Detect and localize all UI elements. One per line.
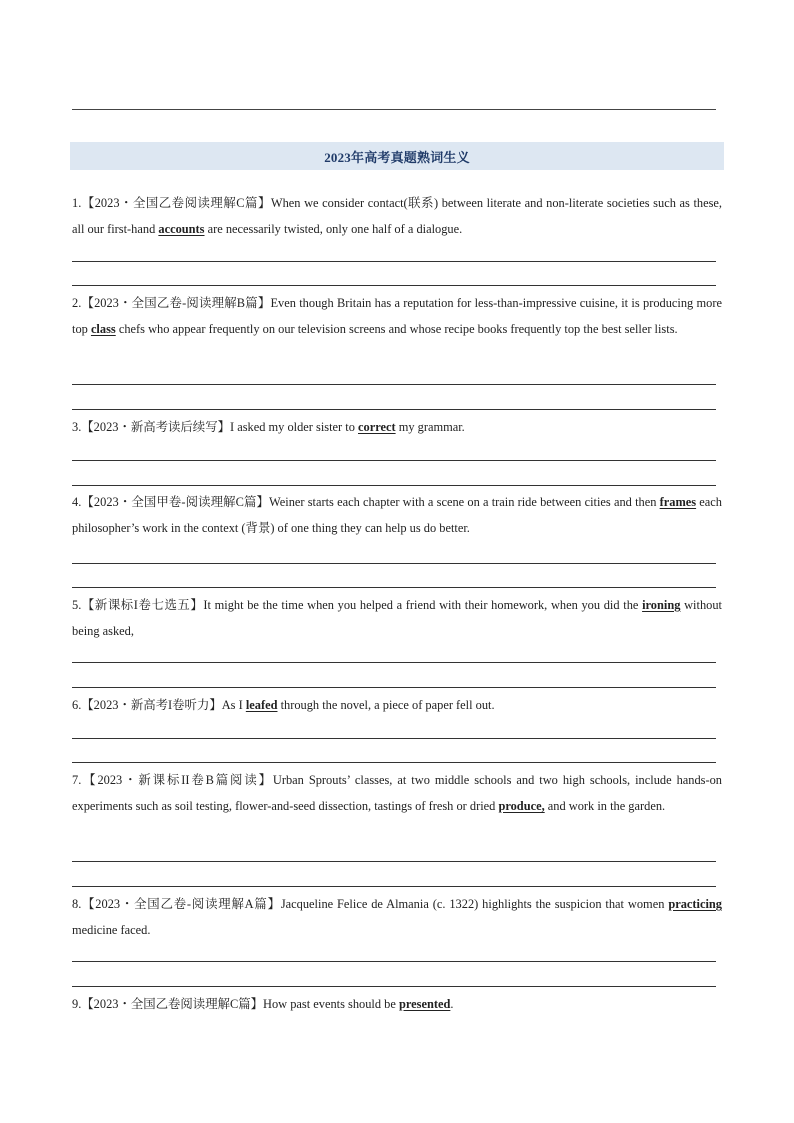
item-text-before: Urban Sprouts’ classes, at two middle schools and two high schools, include hands-on experiments such as soil testing, flower-and-seed dissection, tastings of fresh or dried (72, 773, 722, 813)
item-source: 【2023・新高考I卷听力】 (81, 698, 222, 712)
answer-line[interactable] (72, 587, 716, 588)
answer-line[interactable] (72, 662, 716, 663)
item-number: 2. (72, 296, 82, 310)
answer-line[interactable] (72, 261, 716, 262)
header-rule (72, 109, 716, 110)
keyword: correct (358, 420, 396, 434)
question-item-3 (72, 414, 722, 440)
item-text-after: my grammar. (395, 420, 465, 434)
keyword: accounts (158, 222, 205, 236)
item-number: 3. (72, 420, 82, 434)
item-text-before: How past events should be (263, 997, 399, 1011)
item-text-before: Even though Britain has a reputation for less-than-impressive cuisine, it is producing more top (72, 296, 723, 336)
answer-line[interactable] (72, 285, 716, 286)
item-text-before: Weiner starts each chapter with a scene on a train ride between cities and then (269, 495, 660, 509)
title-banner (70, 142, 724, 170)
item-text-after: . (450, 997, 454, 1011)
answer-line[interactable] (72, 460, 716, 461)
item-number: 4. (72, 495, 82, 509)
item-number: 8. (72, 897, 82, 911)
item-text-after: each philosopher’s work in the context (背景) of one thing they can help us do better. (72, 495, 723, 535)
answer-line[interactable] (72, 986, 716, 987)
item-text-after: are necessarily twisted, only one half of a dialogue. (204, 222, 463, 236)
question-item-7 (72, 767, 722, 819)
item-number: 1. (72, 196, 82, 210)
answer-line[interactable] (72, 886, 716, 887)
item-source: 【2023・全国乙卷-阅读理解B篇】 (81, 296, 271, 310)
item-text-before: As I (221, 698, 246, 712)
item-text-after: chefs who appear frequently on our television screens and whose recipe books frequently top the best seller lists. (115, 322, 678, 336)
item-source: 【新课标I卷七选五】 (81, 598, 204, 612)
item-text-before: When we consider contact(联系) between literate and non-literate societies such as these, all our first-hand (72, 196, 723, 236)
item-number: 9. (72, 997, 82, 1011)
question-item-6 (72, 692, 722, 718)
question-item-5 (72, 592, 722, 644)
answer-line[interactable] (72, 961, 716, 962)
keyword: practicing (668, 897, 722, 911)
answer-line[interactable] (72, 409, 716, 410)
item-number: 6. (72, 698, 82, 712)
item-source: 【2023・新课标II卷B篇阅读】 (81, 773, 273, 787)
answer-line[interactable] (72, 485, 716, 486)
keyword: frames (659, 495, 697, 509)
item-number: 5. (72, 598, 82, 612)
question-item-9 (72, 991, 722, 1017)
item-text-after: without being asked, (72, 598, 722, 638)
item-text-before: I asked my older sister to (229, 420, 358, 434)
item-text-after: medicine faced. (72, 923, 151, 937)
page-title: 2023年高考真题熟词生义 (324, 149, 470, 165)
answer-line[interactable] (72, 762, 716, 763)
item-source: 【2023・全国乙卷-阅读理解A篇】 (81, 897, 281, 911)
keyword: class (90, 322, 116, 336)
item-source: 【2023・全国甲卷-阅读理解C篇】 (81, 495, 270, 509)
item-number: 7. (72, 773, 82, 787)
keyword: ironing (642, 598, 681, 612)
item-text-before: Jacqueline Felice de Almania (c. 1322) highlights the suspicion that women (280, 897, 669, 911)
item-text-after: through the novel, a piece of paper fell out. (277, 698, 495, 712)
item-source: 【2023・全国乙卷阅读理解C篇】 (81, 997, 264, 1011)
question-item-8 (72, 891, 722, 943)
item-source: 【2023・全国乙卷阅读理解C篇】 (81, 196, 271, 210)
item-source: 【2023・新高考读后续写】 (81, 420, 230, 434)
question-item-1 (72, 190, 722, 242)
keyword: presented (398, 997, 451, 1011)
question-item-2 (72, 290, 722, 342)
answer-line[interactable] (72, 687, 716, 688)
keyword: produce, (498, 799, 545, 813)
question-item-4 (72, 489, 722, 541)
answer-line[interactable] (72, 563, 716, 564)
answer-line[interactable] (72, 384, 716, 385)
answer-line[interactable] (72, 738, 716, 739)
item-text-before: It might be the time when you helped a friend with their homework, when you did the (203, 598, 643, 612)
item-text-after: and work in the garden. (544, 799, 666, 813)
keyword: leafed (245, 698, 278, 712)
answer-line[interactable] (72, 861, 716, 862)
